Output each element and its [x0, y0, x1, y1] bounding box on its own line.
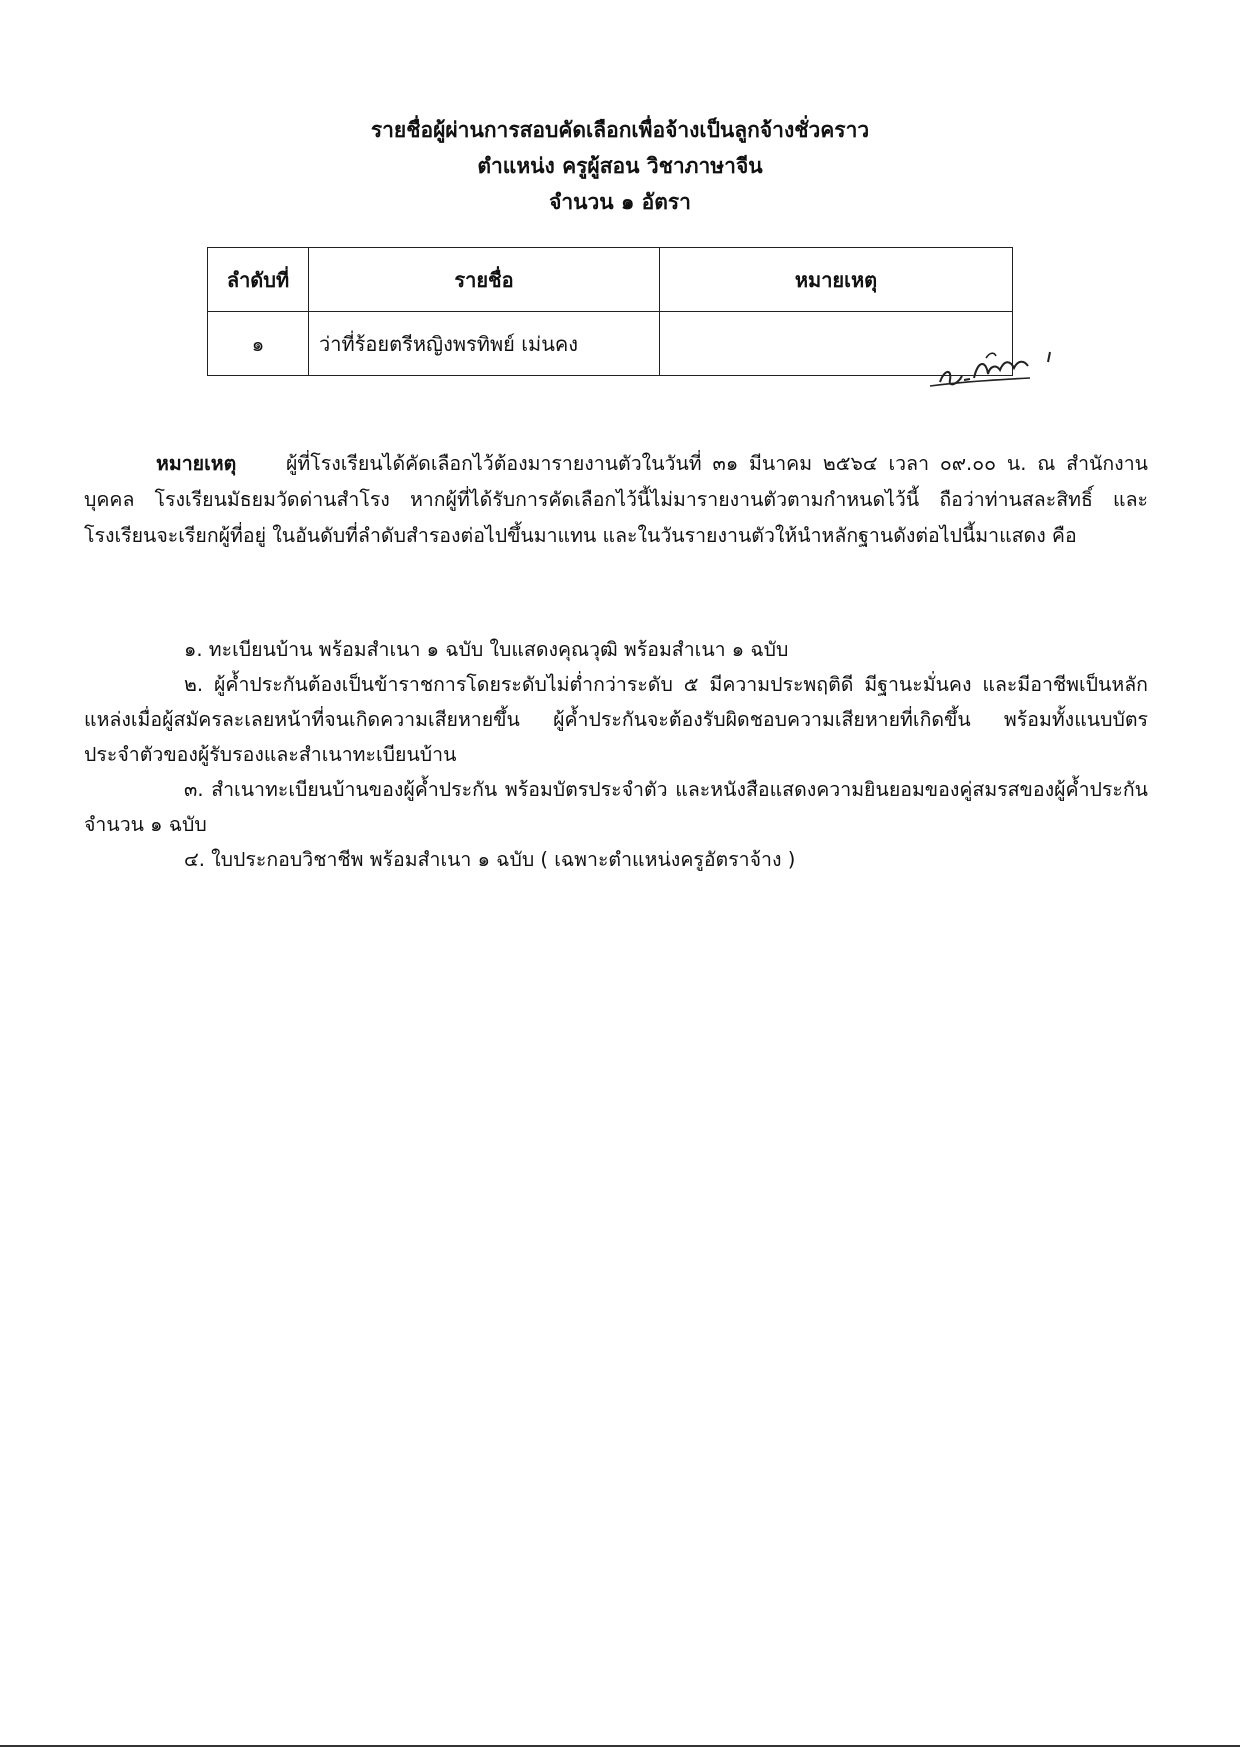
page-bottom-rule [0, 1745, 1240, 1747]
title-line-2: ตำแหน่ง ครูผู้สอน วิชาภาษาจีน [477, 154, 763, 178]
row-order: ๑ [208, 312, 309, 376]
table-row [208, 312, 1013, 376]
list-item: ๑. ทะเบียนบ้าน พร้อมสำเนา ๑ ฉบับ ใบแสดงคุณวุฒิ พร้อมสำเนา ๑ ฉบับ [184, 638, 789, 661]
column-header-order: ลำดับที่ [208, 248, 309, 312]
title-line-1: รายชื่อผู้ผ่านการสอบคัดเลือกเพื่อจ้างเป็นลูกจ้างชั่วคราว [370, 118, 870, 142]
title-line-3: จำนวน ๑ อัตรา [549, 190, 691, 214]
candidate-table [207, 247, 1013, 376]
handwritten-signature [930, 330, 1070, 390]
column-header-remark: หมายเหตุ [660, 248, 1013, 312]
remark-label: หมายเหตุ [156, 452, 237, 475]
table-header-row [208, 248, 1013, 312]
column-header-name: รายชื่อ [309, 248, 660, 312]
remark-paragraph [84, 446, 1148, 554]
required-documents-list [84, 632, 1148, 877]
row-name: ว่าที่ร้อยตรีหญิงพรทิพย์ เม่นคง [309, 312, 660, 376]
list-item: ๔. ใบประกอบวิชาชีพ พร้อมสำเนา ๑ ฉบับ ( เฉพาะตำแหน่งครูอัตราจ้าง ) [184, 848, 796, 871]
list-item: ๓. สำเนาทะเบียนบ้านของผู้ค้ำประกัน พร้อมบัตรประจำตัว และหนังสือแสดงความยินยอมของคู่สมรสของผู้ค้ำประกัน จำนวน ๑ ฉบับ [84, 778, 1148, 836]
list-item: ๒. ผู้ค้ำประกันต้องเป็นข้าราชการโดยระดับไม่ต่ำกว่าระดับ ๕ มีความประพฤติดี มีฐานะมั่นคง และมีอาชีพเป็นหลักแหล่งเมื่อผู้สมัครละเลยหน้าที่จนเกิดความเสียหายขึ้น ผู้ค้ำประกันจะต้องรับผิดชอบความเสียหายที่เกิดขึ้น พร้อมทั้งแนบบัตรประจำตัวของผู้รับรองและสำเนาทะเบียนบ้าน [84, 673, 1148, 766]
remark-text: ผู้ที่โรงเรียนได้คัดเลือกไว้ต้องมารายงานตัวในวันที่ ๓๑ มีนาคม ๒๕๖๔ เวลา ๐๙.๐๐ น. ณ สำนักงานบุคคล โรงเรียนมัธยมวัดด่านสำโรง หากผู้ที่ได้รับการคัดเลือกไว้นี้ไม่มารายงานตัวตามกำหนดไว้นี้ ถือว่าท่านสละสิทธิ์ และโรงเรียนจะเรียกผู้ที่อยู่ ในอันดับที่ลำดับสำรองต่อไปขึ้นมาแทน และในวันรายงานตัวให้นำหลักฐานดังต่อไปนี้มาแสดง คือ [84, 452, 1148, 547]
document-header [0, 112, 1240, 220]
